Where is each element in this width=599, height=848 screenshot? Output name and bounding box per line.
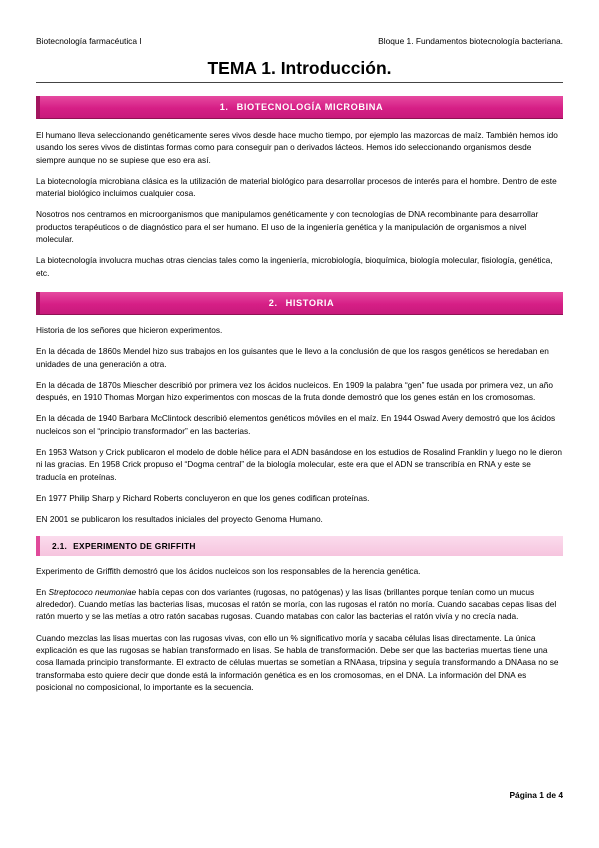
section-heading-2 bbox=[36, 292, 563, 315]
paragraph: La biotecnología involucra muchas otras ciencias tales como la ingeniería, microbiología, bioquímica, biología molecular, fisiología, genética, etc. bbox=[36, 255, 553, 278]
section-title: BIOTECNOLOGÍA MICROBINA bbox=[236, 102, 384, 112]
section-heading-1 bbox=[36, 96, 563, 119]
section-title: HISTORIA bbox=[285, 297, 335, 308]
header-block: Bloque 1. Fundamentos biotecnología bacteriana. bbox=[378, 36, 563, 46]
page-title: TEMA 1. Introducción. bbox=[207, 58, 392, 78]
paragraph: La biotecnología microbiana clásica es la utilización de material biológico para desarrollar procesos de interés para el hombre. Dentro de este material biológico incluimos cualquier cosa. bbox=[36, 175, 557, 199]
paragraph: En la década de 1940 Barbara McClintock describió elementos genéticos móviles en el maíz. En 1944 Oswad Avery demostró que los ácidos nucleicos son el “principio transformador” en las bacterias. bbox=[36, 413, 556, 436]
paragraph: Cuando mezclas las lisas muertas con las rugosas vivas, con ello un % significativo moría y sacaba células lisas directamente. La única explicación es que las rugosas se habían transformado en lisas. Se habla de transformación. Debe ser que las bacterias muertas tiene una cosa llamada principio transformante. El extracto de células muertas se sometían a RNAasa, tripsina y seguía transformando a DNAasa no se transformaba esto quiere decir que donde está la información genética es en los cromosomas, en el DNA. La información del DNA es posicional no composicional, lo importante es la secuencia. bbox=[36, 632, 559, 692]
paragraph: Nosotros nos centramos en microorganismos que manipulamos genéticamente y con tecnologías de DNA recombinante para desarrollar productos terapéuticos o de diagnóstico para el ser humano. El uso de la ingeniería genética y la manipulación de organismos a nivel molecular. bbox=[36, 209, 539, 245]
paragraph: En la década de 1870s Miescher describió por primera vez los ácidos nucleicos. En 1909 la palabra “gen” fue usada por primera vez, un año después, en 1910 Thomas Morgan hizo experimentos con moscas de la fruta donde demostró que los genes están en los cromosomas. bbox=[36, 379, 554, 403]
subsection-title: EXPERIMENTO DE GRIFFITH bbox=[73, 540, 196, 551]
section-number: 1. bbox=[219, 102, 229, 112]
paragraph: En 1953 Watson y Crick publicaron el modelo de doble hélice para el ADN basándose en los estudios de Rosalind Franklin y luego no le dieron ni las gracias. En 1958 Crick propuso el “Dogma central” de la biología molecular, este era que el ADN se transcribía en RNA y este se traducía en proteínas. bbox=[36, 447, 562, 482]
document-body bbox=[36, 96, 563, 693]
paragraph-rest: había cepas con dos variantes (rugosas, no patógenas) y las lisas (brillantes porque tenían como un mucus alrededor). Cuando metías las bacterias lisas, mucosas el ratón se moría, con las rugosas el ratón no moría. Cuando sacabas cepas lisas del ratón muerto y se las metías a otro ratón sacabas rugosas. Cuando matabas con calor las bacterias el ratón vivía y no crecía nada. bbox=[36, 586, 557, 622]
header-course: Biotecnología farmacéutica I bbox=[36, 36, 142, 46]
page-number: Página 1 de 4 bbox=[509, 790, 563, 800]
paragraph: EN 2001 se publicaron los resultados iniciales del proyecto Genoma Humano. bbox=[36, 514, 323, 525]
species-name: Streptococo neumoniae bbox=[48, 586, 137, 597]
paragraph: En 1977 Philip Sharp y Richard Roberts concluyeron en que los genes codifican proteínas. bbox=[36, 492, 370, 503]
section-number: 2. bbox=[268, 297, 278, 308]
subsection-number: 2.1. bbox=[52, 540, 68, 551]
paragraph: Experimento de Griffith demostró que los ácidos nucleicos son los responsables de la herencia genética. bbox=[36, 565, 421, 576]
subsection-heading bbox=[36, 536, 563, 556]
paragraph: En la década de 1860s Mendel hizo sus trabajos en los guisantes que le llevo a la conclusión de que los rasgos genéticos se heredaban en unidades de una generación a otra. bbox=[36, 346, 549, 369]
paragraph-prefix: En bbox=[36, 586, 49, 597]
paragraph bbox=[36, 586, 563, 623]
paragraph: Historia de los señores que hicieron experimentos. bbox=[36, 324, 223, 335]
title-divider bbox=[36, 82, 563, 83]
paragraph: El humano lleva seleccionando genéticamente seres vivos desde hace mucho tiempo, por ejemplo las mazorcas de maíz. También hemos ido usando los seres vivos de distintas formas como para conseguir pan o derivados lácteos. Hemos ido seleccionando organismos desde siempre aunque no se supiese que eso era así. bbox=[36, 130, 558, 165]
